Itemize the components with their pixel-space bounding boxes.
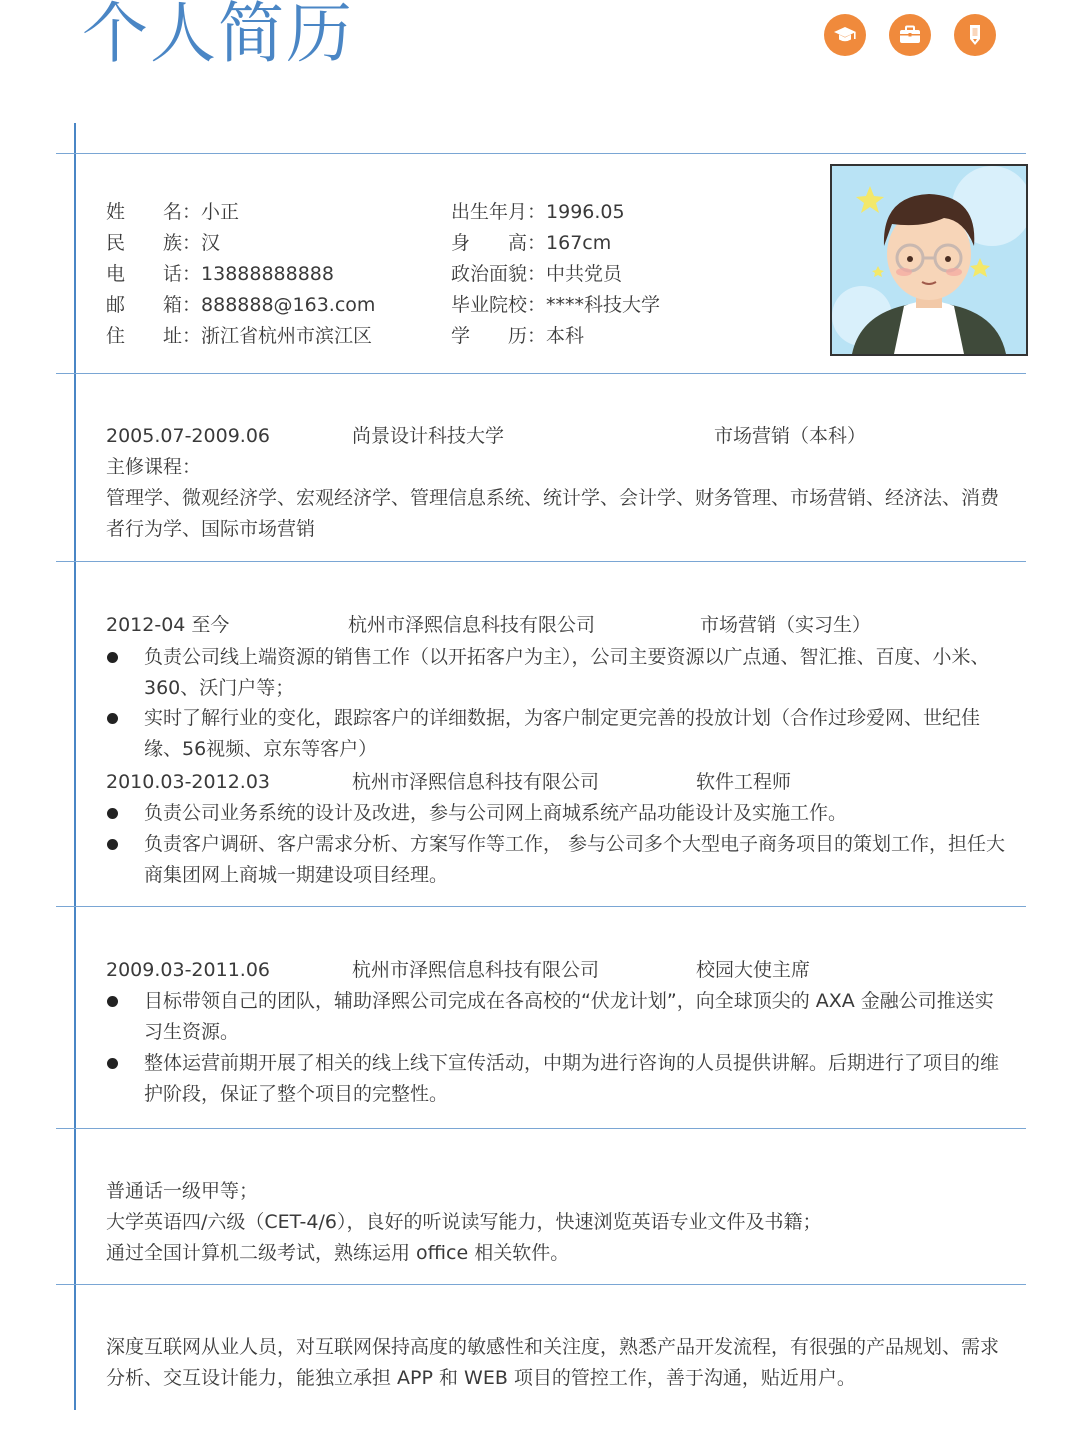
name-value: 小正 — [201, 201, 240, 223]
political-value: 中共党员 — [546, 263, 623, 285]
birth-row — [451, 200, 625, 224]
section-divider — [56, 1128, 1026, 1129]
height-value: 167cm — [546, 232, 612, 254]
ethnicity-label: 民 族： — [106, 232, 202, 254]
graduation-cap-icon — [824, 14, 866, 56]
bullet-dot — [107, 1058, 118, 1069]
email-label: 邮 箱： — [106, 294, 202, 316]
name-row — [106, 200, 239, 224]
avatar — [830, 164, 1028, 356]
birth-value: 1996.05 — [546, 201, 625, 223]
address-label: 住 址： — [106, 325, 202, 347]
header-icons — [824, 14, 996, 56]
email-value: 888888@163.com — [201, 294, 376, 316]
political-row — [451, 262, 622, 286]
job-company: 杭州市泽熙信息科技有限公司 — [352, 771, 600, 793]
height-label: 身 高： — [451, 232, 547, 254]
bullet-dot — [107, 996, 118, 1007]
campus-company: 杭州市泽熙信息科技有限公司 — [352, 959, 600, 981]
campus-role: 校园大使主席 — [696, 959, 811, 981]
degree-label: 学 历： — [451, 325, 547, 347]
education-period: 2005.07-2009.06 — [106, 425, 270, 447]
name-label: 姓 名： — [106, 201, 202, 223]
page-title: 个人简历 — [82, 0, 354, 72]
job-period: 2010.03-2012.03 — [106, 771, 270, 793]
campus-period: 2009.03-2011.06 — [106, 959, 270, 981]
job-duty: 负责公司线上端资源的销售工作（以开拓客户为主），公司主要资源以广点通、智汇推、百度、小米、360、沃门户等； — [144, 646, 990, 699]
skill-line: 大学英语四/六级（CET-4/6），良好的听说读写能力，快速浏览英语专业文件及书籍； — [106, 1211, 822, 1233]
job-role: 市场营销（实习生） — [700, 614, 872, 636]
ethnicity-value: 汉 — [201, 232, 221, 254]
ethnicity-row — [106, 231, 220, 255]
section-divider — [56, 153, 1026, 154]
address-value: 浙江省杭州市滨江区 — [201, 325, 373, 347]
bullet-dot — [107, 652, 118, 663]
phone-label: 电 话： — [106, 263, 202, 285]
degree-value: 本科 — [546, 325, 585, 347]
job-duty: 负责公司业务系统的设计及改进，参与公司网上商城系统产品功能设计及实施工作。 — [144, 802, 848, 824]
education-school: 尚景设计科技大学 — [352, 425, 505, 447]
height-row — [451, 231, 611, 255]
school-value: ****科技大学 — [546, 294, 661, 316]
education-major: 市场营销（本科） — [714, 425, 867, 447]
phone-row — [106, 262, 334, 286]
job-company: 杭州市泽熙信息科技有限公司 — [348, 614, 596, 636]
email-row — [106, 293, 375, 317]
section-divider — [56, 1284, 1026, 1285]
political-label: 政治面貌： — [451, 263, 547, 285]
pencil-icon — [954, 14, 996, 56]
campus-duty: 目标带领自己的团队，辅助泽熙公司完成在各高校的“伏龙计划”，向全球顶尖的 AXA 金融公司推送实习生资源。 — [144, 990, 994, 1043]
courses-text: 管理学、微观经济学、宏观经济学、管理信息系统、统计学、会计学、财务管理、市场营销、经济法、消费者行为学、国际市场营销 — [106, 487, 1000, 540]
skill-line: 通过全国计算机二级考试，熟练运用 office 相关软件。 — [106, 1242, 570, 1264]
job-duty: 实时了解行业的变化，跟踪客户的详细数据，为客户制定更完善的投放计划（合作过珍爱网、世纪佳缘、56视频、京东等客户） — [144, 707, 981, 760]
phone-value: 13888888888 — [201, 263, 334, 285]
bullet-dot — [107, 713, 118, 724]
job-role: 软件工程师 — [696, 771, 792, 793]
section-divider — [56, 906, 1026, 907]
courses-label: 主修课程： — [106, 456, 202, 478]
section-divider — [56, 561, 1026, 562]
bullet-dot — [107, 839, 118, 850]
bullet-dot — [107, 808, 118, 819]
timeline-vertical-line — [74, 123, 76, 1410]
skill-line: 普通话一级甲等； — [106, 1180, 259, 1202]
school-row — [451, 293, 660, 317]
self-evaluation: 深度互联网从业人员，对互联网保持高度的敏感性和关注度，熟悉产品开发流程，有很强的产品规划、需求分析、交互设计能力，能独立承担 APP 和 WEB 项目的管控工作，善于沟通，贴近用户。 — [106, 1336, 1000, 1389]
birth-label: 出生年月： — [451, 201, 547, 223]
briefcase-icon — [889, 14, 931, 56]
degree-row — [451, 324, 584, 348]
school-label: 毕业院校： — [451, 294, 547, 316]
job-period: 2012-04 至今 — [106, 614, 230, 636]
campus-duty: 整体运营前期开展了相关的线上线下宣传活动，中期为进行咨询的人员提供讲解。后期进行了项目的维护阶段，保证了整个项目的完整性。 — [144, 1052, 1000, 1105]
job-duty: 负责客户调研、客户需求分析、方案写作等工作， 参与公司多个大型电子商务项目的策划工作，担任大商集团网上商城一期建设项目经理。 — [144, 833, 1006, 886]
address-row — [106, 324, 372, 348]
section-divider — [56, 373, 1026, 374]
